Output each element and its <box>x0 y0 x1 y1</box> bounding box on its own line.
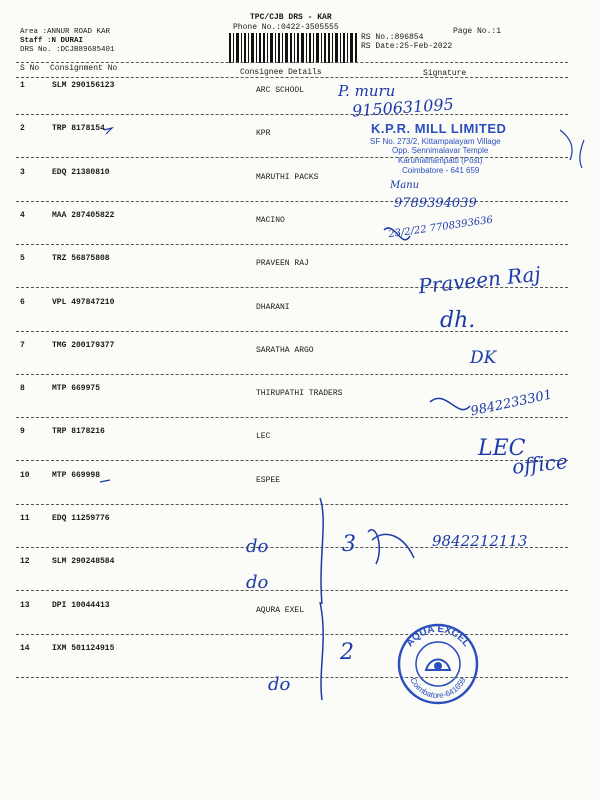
row-divider <box>16 504 568 505</box>
col-sno: S No <box>20 64 40 73</box>
page-number: Page No.:1 <box>453 27 502 36</box>
row-consignment-no: MTP 669975 <box>52 384 101 393</box>
row-consignee: KPR <box>256 129 271 138</box>
kpr-stamp-line4: Coimbatore - 641 659 <box>402 166 480 175</box>
kpr-stamp-line3: Karumathampatti (Post) <box>398 156 483 165</box>
row-consignment-no: VPL 497847210 <box>52 298 115 307</box>
report-title: TPC/CJB DRS - KAR <box>250 13 332 22</box>
row-sno: 4 <box>20 211 25 220</box>
sig8: 9842233301 <box>469 387 554 420</box>
row-consignee: MACINO <box>256 216 285 225</box>
row-sno: 9 <box>20 427 25 436</box>
sig1-name: P. muru <box>338 82 396 100</box>
col-consignment: Consignment No <box>50 64 118 73</box>
svg-text:AQUA EXCEL <box>404 624 472 649</box>
row-divider <box>16 114 568 115</box>
drs-number: DRS No. :DCJB89685401 <box>20 46 115 54</box>
row-consignment-no: DPI 10044413 <box>52 601 110 610</box>
staff-field: Staff :N DURAI <box>20 37 84 45</box>
header-bottom-rule <box>16 77 568 78</box>
row-divider <box>16 157 568 158</box>
row-sno: 12 <box>20 557 30 566</box>
row-divider <box>16 244 568 245</box>
row-consignment-no: EDQ 11259776 <box>52 514 110 523</box>
count-two: 2 <box>340 640 354 665</box>
ditto-mark-1: do <box>246 536 269 557</box>
sig6: dh. <box>440 308 476 333</box>
row-consignment-no: TRP 8178154 <box>52 124 105 133</box>
row-consignment-no: MAA 287405822 <box>52 211 115 220</box>
kpr-stamp-line2: Opp. Sennimalavar Temple <box>392 146 489 155</box>
row-divider <box>16 417 568 418</box>
header-top-rule <box>16 62 568 63</box>
sig9-a: LEC <box>478 436 526 461</box>
row-sno: 13 <box>20 601 30 610</box>
count-three: 3 <box>342 532 356 557</box>
row-divider <box>16 677 568 678</box>
row-divider <box>16 634 568 635</box>
row-consignee: ARC SCHOOL <box>256 86 305 95</box>
row-sno: 5 <box>20 254 25 263</box>
sig3-name: Manu <box>390 180 420 191</box>
row-consignee: THIRUPATHI TRADERS <box>256 389 343 398</box>
row-divider <box>16 201 568 202</box>
ditto-mark-3: do <box>268 674 291 695</box>
row-consignee: SARATHA ARGO <box>256 346 314 355</box>
row-consignment-no: TRP 8178216 <box>52 427 105 436</box>
row-sno: 1 <box>20 81 25 90</box>
sig3-phone: 9789394039 <box>394 196 477 211</box>
row-consignee: PRAVEEN RAJ <box>256 259 309 268</box>
sig4: 23/2/22 7708393636 <box>387 214 494 241</box>
row-sno: 2 <box>20 124 25 133</box>
row-consignment-no: MTP 669998 <box>52 471 101 480</box>
col-consignee: Consignee Details <box>240 68 322 77</box>
row-consignee: MARUTHI PACKS <box>256 173 319 182</box>
aqua-stamp-bottom: Coimbatore-641659 <box>408 676 468 701</box>
rs-number: RS No.:896854 <box>361 33 424 42</box>
sig11-phone: 9842212113 <box>432 532 528 550</box>
rs-date: RS Date:25-Feb-2022 <box>361 42 453 51</box>
row-consignment-no: IXM 501124915 <box>52 644 115 653</box>
row-sno: 8 <box>20 384 25 393</box>
row-consignment-no: SLM 290156123 <box>52 81 115 90</box>
row-consignment-no: SLM 290248584 <box>52 557 115 566</box>
kpr-stamp-name: K.P.R. MILL LIMITED <box>371 121 507 136</box>
row-divider <box>16 374 568 375</box>
row-sno: 10 <box>20 471 30 480</box>
row-consignee: ESPEE <box>256 476 281 485</box>
col-signature: Signature <box>423 69 467 78</box>
row-consignee: AQURA EXEL <box>256 606 305 615</box>
phone-number: Phone No.:0422-3505555 <box>233 23 339 32</box>
barcode <box>229 33 357 63</box>
row-consignee: LEC <box>256 432 271 441</box>
row-sno: 6 <box>20 298 25 307</box>
row-consignment-no: EDQ 21380810 <box>52 168 110 177</box>
row-sno: 14 <box>20 644 30 653</box>
row-consignment-no: TMG 200179377 <box>52 341 115 350</box>
sig7: DK <box>470 348 497 368</box>
sig9-b: office <box>510 449 569 479</box>
row-consignee: DHARANI <box>256 303 290 312</box>
sig5: Praveen Raj <box>417 261 542 299</box>
aqua-excel-stamp <box>396 622 480 706</box>
ditto-mark-2: do <box>246 572 269 593</box>
row-sno: 3 <box>20 168 25 177</box>
row-consignment-no: TRZ 56875808 <box>52 254 110 263</box>
aqua-stamp-top: AQUA EXCEL <box>404 623 472 650</box>
sig1-phone: 9150631095 <box>351 94 455 121</box>
area-field: Area :ANNUR ROAD KAR <box>20 28 111 36</box>
row-sno: 7 <box>20 341 25 350</box>
row-divider <box>16 331 568 332</box>
kpr-stamp-line1: SF No. 273/2, Kittampalayam Village <box>370 137 501 146</box>
row-divider <box>16 590 568 591</box>
row-sno: 11 <box>20 514 30 523</box>
